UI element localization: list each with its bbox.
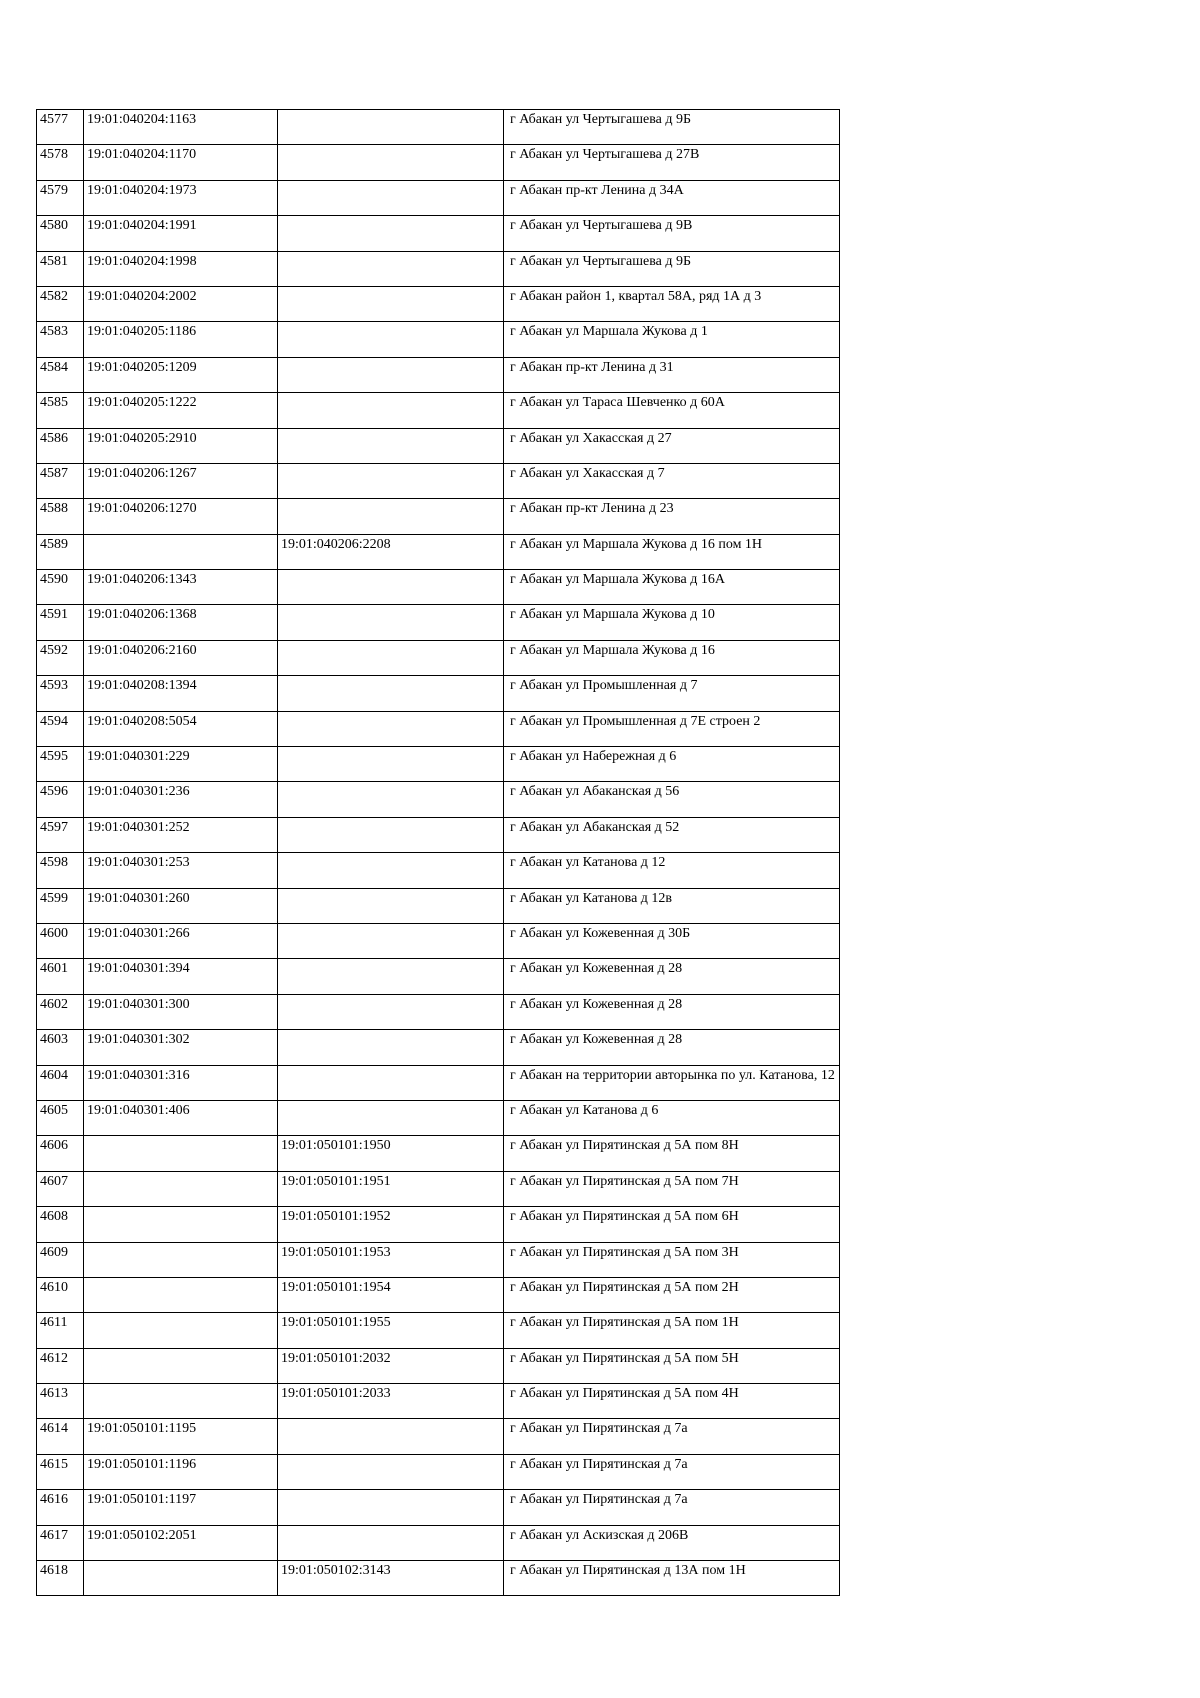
premises-cadastral-number-cell: [278, 747, 504, 782]
address-cell: г Абакан ул Кожевенная д 28: [504, 1030, 840, 1065]
table-row: [37, 1384, 840, 1419]
cadastral-number-cell: [84, 1242, 278, 1277]
premises-cadastral-number-cell: [278, 145, 504, 180]
premises-cadastral-number-cell: [278, 499, 504, 534]
cadastral-number-cell: 19:01:040301:300: [84, 994, 278, 1029]
address-cell: г Абакан ул Абаканская д 56: [504, 782, 840, 817]
row-number-cell: 4602: [37, 994, 84, 1029]
premises-cadastral-number-cell: [278, 463, 504, 498]
premises-cadastral-number-cell: [278, 853, 504, 888]
cadastral-number-cell: 19:01:040208:5054: [84, 711, 278, 746]
row-number-cell: 4591: [37, 605, 84, 640]
row-number-cell: 4617: [37, 1525, 84, 1560]
row-number-cell: 4583: [37, 322, 84, 357]
address-cell: г Абакан ул Чертыгашева д 9В: [504, 216, 840, 251]
row-number-cell: 4607: [37, 1171, 84, 1206]
premises-cadastral-number-cell: [278, 216, 504, 251]
row-number-cell: 4582: [37, 286, 84, 321]
row-number-cell: 4580: [37, 216, 84, 251]
row-number-cell: 4598: [37, 853, 84, 888]
cadastral-number-cell: 19:01:040301:252: [84, 817, 278, 852]
premises-cadastral-number-cell: [278, 286, 504, 321]
table-row: [37, 605, 840, 640]
row-number-cell: 4600: [37, 923, 84, 958]
row-number-cell: 4610: [37, 1277, 84, 1312]
cadastral-number-cell: [84, 1207, 278, 1242]
row-number-cell: 4605: [37, 1100, 84, 1135]
address-cell: г Абакан ул Тараса Шевченко д 60А: [504, 393, 840, 428]
cadastral-number-cell: 19:01:040301:316: [84, 1065, 278, 1100]
table-row: [37, 817, 840, 852]
address-cell: г Абакан ул Катанова д 12в: [504, 888, 840, 923]
cadastral-number-cell: 19:01:040301:260: [84, 888, 278, 923]
table-row: [37, 216, 840, 251]
premises-cadastral-number-cell: [278, 1454, 504, 1489]
address-cell: г Абакан ул Маршала Жукова д 16А: [504, 570, 840, 605]
address-cell: г Абакан пр-кт Ленина д 31: [504, 357, 840, 392]
cadastral-number-cell: 19:01:040206:1343: [84, 570, 278, 605]
address-cell: г Абакан ул Аскизская д 206В: [504, 1525, 840, 1560]
address-cell: г Абакан ул Пирятинская д 7а: [504, 1454, 840, 1489]
row-number-cell: 4608: [37, 1207, 84, 1242]
cadastral-number-cell: 19:01:040301:236: [84, 782, 278, 817]
cadastral-number-cell: 19:01:040204:1998: [84, 251, 278, 286]
cadastral-number-cell: [84, 1384, 278, 1419]
row-number-cell: 4611: [37, 1313, 84, 1348]
table-row: [37, 463, 840, 498]
cadastral-number-cell: 19:01:050101:1197: [84, 1490, 278, 1525]
address-cell: г Абакан ул Кожевенная д 28: [504, 959, 840, 994]
cadastral-number-cell: 19:01:050101:1195: [84, 1419, 278, 1454]
cadastral-number-cell: [84, 1561, 278, 1596]
table-row: [37, 640, 840, 675]
table-row: [37, 393, 840, 428]
row-number-cell: 4612: [37, 1348, 84, 1383]
row-number-cell: 4581: [37, 251, 84, 286]
table-row: [37, 711, 840, 746]
address-cell: г Абакан пр-кт Ленина д 34А: [504, 180, 840, 215]
cadastral-number-cell: 19:01:040204:1163: [84, 110, 278, 145]
row-number-cell: 4613: [37, 1384, 84, 1419]
cadastral-number-cell: [84, 534, 278, 569]
premises-cadastral-number-cell: [278, 676, 504, 711]
table-row: [37, 1171, 840, 1206]
premises-cadastral-number-cell: [278, 570, 504, 605]
address-cell: г Абакан ул Набережная д 6: [504, 747, 840, 782]
table-row: [37, 534, 840, 569]
premises-cadastral-number-cell: [278, 180, 504, 215]
address-cell: г Абакан ул Пирятинская д 7а: [504, 1490, 840, 1525]
table-row: [37, 747, 840, 782]
cadastral-number-cell: 19:01:040301:406: [84, 1100, 278, 1135]
address-cell: г Абакан ул Хакасская д 27: [504, 428, 840, 463]
address-cell: г Абакан ул Промышленная д 7: [504, 676, 840, 711]
address-cell: г Абакан ул Маршала Жукова д 1: [504, 322, 840, 357]
cadastral-number-cell: [84, 1171, 278, 1206]
address-cell: г Абакан ул Чертыгашева д 9Б: [504, 251, 840, 286]
row-number-cell: 4597: [37, 817, 84, 852]
premises-cadastral-number-cell: [278, 817, 504, 852]
row-number-cell: 4609: [37, 1242, 84, 1277]
premises-cadastral-number-cell: [278, 640, 504, 675]
address-cell: г Абакан ул Маршала Жукова д 16 пом 1Н: [504, 534, 840, 569]
cadastral-number-cell: 19:01:040301:229: [84, 747, 278, 782]
cadastral-number-cell: 19:01:040301:266: [84, 923, 278, 958]
table-row: [37, 959, 840, 994]
premises-cadastral-number-cell: 19:01:040206:2208: [278, 534, 504, 569]
address-cell: г Абакан ул Маршала Жукова д 16: [504, 640, 840, 675]
address-cell: г Абакан ул Пирятинская д 7а: [504, 1419, 840, 1454]
premises-cadastral-number-cell: [278, 110, 504, 145]
row-number-cell: 4614: [37, 1419, 84, 1454]
table-row: [37, 1525, 840, 1560]
table-row: [37, 1419, 840, 1454]
table-row: [37, 994, 840, 1029]
row-number-cell: 4577: [37, 110, 84, 145]
table-row: [37, 322, 840, 357]
premises-cadastral-number-cell: [278, 1419, 504, 1454]
row-number-cell: 4606: [37, 1136, 84, 1171]
table-row: [37, 251, 840, 286]
premises-cadastral-number-cell: [278, 711, 504, 746]
row-number-cell: 4590: [37, 570, 84, 605]
row-number-cell: 4593: [37, 676, 84, 711]
premises-cadastral-number-cell: 19:01:050101:1951: [278, 1171, 504, 1206]
address-cell: г Абакан ул Хакасская д 7: [504, 463, 840, 498]
table-row: [37, 428, 840, 463]
row-number-cell: 4595: [37, 747, 84, 782]
premises-cadastral-number-cell: [278, 428, 504, 463]
premises-cadastral-number-cell: 19:01:050101:1954: [278, 1277, 504, 1312]
cadastral-number-cell: [84, 1313, 278, 1348]
cadastral-number-cell: 19:01:040301:302: [84, 1030, 278, 1065]
address-cell: г Абакан ул Кожевенная д 28: [504, 994, 840, 1029]
premises-cadastral-number-cell: [278, 1065, 504, 1100]
cadastral-number-cell: [84, 1136, 278, 1171]
cadastral-number-cell: 19:01:040301:253: [84, 853, 278, 888]
table-row: [37, 1207, 840, 1242]
address-cell: г Абакан ул Катанова д 12: [504, 853, 840, 888]
cadastral-number-cell: 19:01:050101:1196: [84, 1454, 278, 1489]
row-number-cell: 4618: [37, 1561, 84, 1596]
row-number-cell: 4578: [37, 145, 84, 180]
premises-cadastral-number-cell: [278, 888, 504, 923]
table-row: [37, 1065, 840, 1100]
address-cell: г Абакан ул Пирятинская д 5А пом 2Н: [504, 1277, 840, 1312]
table-row: [37, 286, 840, 321]
table-row: [37, 1561, 840, 1596]
row-number-cell: 4601: [37, 959, 84, 994]
address-cell: г Абакан ул Пирятинская д 5А пом 4Н: [504, 1384, 840, 1419]
address-cell: г Абакан пр-кт Ленина д 23: [504, 499, 840, 534]
address-cell: г Абакан ул Кожевенная д 30Б: [504, 923, 840, 958]
table-row: [37, 1100, 840, 1135]
row-number-cell: 4616: [37, 1490, 84, 1525]
table-row: [37, 1490, 840, 1525]
table-row: [37, 676, 840, 711]
address-cell: г Абакан ул Пирятинская д 5А пом 7Н: [504, 1171, 840, 1206]
table-row: [37, 357, 840, 392]
cadastral-number-cell: 19:01:040206:1368: [84, 605, 278, 640]
address-cell: г Абакан район 1, квартал 58А, ряд 1А д 3: [504, 286, 840, 321]
cadastral-number-cell: 19:01:040205:1209: [84, 357, 278, 392]
row-number-cell: 4594: [37, 711, 84, 746]
premises-cadastral-number-cell: 19:01:050101:1952: [278, 1207, 504, 1242]
premises-cadastral-number-cell: 19:01:050101:1955: [278, 1313, 504, 1348]
table-row: [37, 180, 840, 215]
address-cell: г Абакан ул Чертыгашева д 27В: [504, 145, 840, 180]
table-row: [37, 888, 840, 923]
address-cell: г Абакан ул Катанова д 6: [504, 1100, 840, 1135]
cadastral-number-cell: 19:01:040206:1267: [84, 463, 278, 498]
address-cell: г Абакан ул Чертыгашева д 9Б: [504, 110, 840, 145]
cadastral-number-cell: 19:01:040206:2160: [84, 640, 278, 675]
cadastral-number-cell: [84, 1277, 278, 1312]
cadastral-number-cell: 19:01:040205:1186: [84, 322, 278, 357]
table-row: [37, 782, 840, 817]
premises-cadastral-number-cell: 19:01:050101:2032: [278, 1348, 504, 1383]
address-cell: г Абакан ул Пирятинская д 5А пом 8Н: [504, 1136, 840, 1171]
cadastral-table: [36, 109, 840, 1596]
premises-cadastral-number-cell: [278, 959, 504, 994]
row-number-cell: 4599: [37, 888, 84, 923]
premises-cadastral-number-cell: [278, 1525, 504, 1560]
cadastral-number-cell: 19:01:050102:2051: [84, 1525, 278, 1560]
address-cell: г Абакан ул Пирятинская д 5А пом 3Н: [504, 1242, 840, 1277]
premises-cadastral-number-cell: [278, 605, 504, 640]
cadastral-number-cell: 19:01:040204:1991: [84, 216, 278, 251]
cadastral-number-cell: 19:01:040204:1973: [84, 180, 278, 215]
row-number-cell: 4615: [37, 1454, 84, 1489]
premises-cadastral-number-cell: 19:01:050102:3143: [278, 1561, 504, 1596]
row-number-cell: 4584: [37, 357, 84, 392]
premises-cadastral-number-cell: [278, 251, 504, 286]
table-body: [37, 110, 840, 1596]
address-cell: г Абакан ул Пирятинская д 5А пом 6Н: [504, 1207, 840, 1242]
table-row: [37, 1454, 840, 1489]
premises-cadastral-number-cell: 19:01:050101:1953: [278, 1242, 504, 1277]
address-cell: г Абакан ул Пирятинская д 13А пом 1Н: [504, 1561, 840, 1596]
premises-cadastral-number-cell: [278, 923, 504, 958]
row-number-cell: 4588: [37, 499, 84, 534]
table-row: [37, 499, 840, 534]
address-cell: г Абакан ул Абаканская д 52: [504, 817, 840, 852]
table-row: [37, 1313, 840, 1348]
premises-cadastral-number-cell: [278, 1490, 504, 1525]
table-row: [37, 1348, 840, 1383]
premises-cadastral-number-cell: [278, 322, 504, 357]
address-cell: г Абакан ул Промышленная д 7Е строен 2: [504, 711, 840, 746]
cadastral-number-cell: 19:01:040204:1170: [84, 145, 278, 180]
row-number-cell: 4603: [37, 1030, 84, 1065]
row-number-cell: 4592: [37, 640, 84, 675]
table-row: [37, 570, 840, 605]
address-cell: г Абакан ул Маршала Жукова д 10: [504, 605, 840, 640]
cadastral-number-cell: 19:01:040205:1222: [84, 393, 278, 428]
cadastral-number-cell: 19:01:040208:1394: [84, 676, 278, 711]
premises-cadastral-number-cell: [278, 393, 504, 428]
premises-cadastral-number-cell: [278, 357, 504, 392]
cadastral-number-cell: 19:01:040205:2910: [84, 428, 278, 463]
table-row: [37, 1242, 840, 1277]
premises-cadastral-number-cell: [278, 994, 504, 1029]
cadastral-number-cell: 19:01:040204:2002: [84, 286, 278, 321]
row-number-cell: 4579: [37, 180, 84, 215]
cadastral-number-cell: 19:01:040301:394: [84, 959, 278, 994]
row-number-cell: 4586: [37, 428, 84, 463]
table-row: [37, 1030, 840, 1065]
table-row: [37, 1136, 840, 1171]
row-number-cell: 4587: [37, 463, 84, 498]
table-row: [37, 110, 840, 145]
row-number-cell: 4585: [37, 393, 84, 428]
cadastral-number-cell: [84, 1348, 278, 1383]
row-number-cell: 4604: [37, 1065, 84, 1100]
address-cell: г Абакан на территории авторынка по ул. Катанова, 12: [504, 1065, 840, 1100]
premises-cadastral-number-cell: 19:01:050101:1950: [278, 1136, 504, 1171]
premises-cadastral-number-cell: 19:01:050101:2033: [278, 1384, 504, 1419]
premises-cadastral-number-cell: [278, 1030, 504, 1065]
address-cell: г Абакан ул Пирятинская д 5А пом 1Н: [504, 1313, 840, 1348]
premises-cadastral-number-cell: [278, 782, 504, 817]
table-row: [37, 853, 840, 888]
row-number-cell: 4596: [37, 782, 84, 817]
table-row: [37, 923, 840, 958]
row-number-cell: 4589: [37, 534, 84, 569]
table-row: [37, 1277, 840, 1312]
premises-cadastral-number-cell: [278, 1100, 504, 1135]
table-row: [37, 145, 840, 180]
cadastral-number-cell: 19:01:040206:1270: [84, 499, 278, 534]
address-cell: г Абакан ул Пирятинская д 5А пом 5Н: [504, 1348, 840, 1383]
